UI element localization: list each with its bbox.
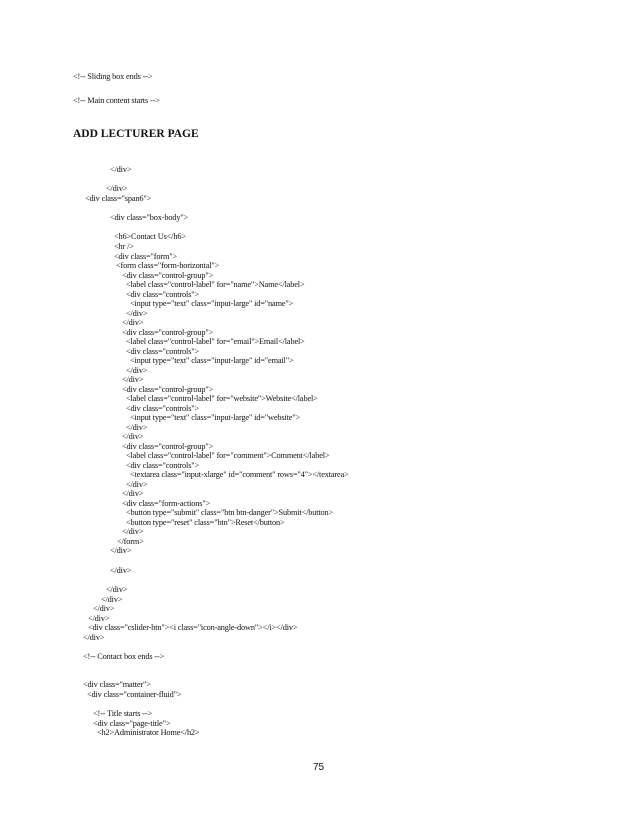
code-line: <div class="container-fluid"> [87,690,182,699]
code-line: <input type="text" class="input-large" id="email"> [130,356,294,365]
code-line: <div class="form"> [114,252,178,261]
code-line: <!-- Contact box ends --> [83,652,165,661]
code-line: <div class="span6"> [85,194,152,203]
code-line: </div> [122,432,144,441]
page-number: 75 [313,762,325,773]
code-line: </div> [122,527,144,536]
code-comment-main-content-starts: <!-- Main content starts --> [73,96,160,105]
code-line: <div class="controls"> [126,404,200,413]
code-line: <h6>Contact Us</h6> [114,232,186,241]
code-line: </div> [88,614,110,623]
code-line: <button type="submit" class="btn btn-danger">Submit</button> [126,508,334,517]
code-line: </div> [110,566,132,575]
code-line: <div class="matter"> [83,680,151,689]
code-line: </div> [122,375,144,384]
code-line: </div> [106,585,128,594]
code-line: </div> [106,184,128,193]
code-line: </div> [126,480,148,489]
code-line: </div> [126,366,148,375]
code-line: <form class="form-horizontal"> [116,261,220,270]
code-line: </div> [110,546,132,555]
code-line: </div> [122,318,144,327]
code-comment-sliding-box-ends: <!-- Sliding box ends --> [73,72,153,81]
code-line: <textarea class="input-xlarge" id="comment" rows="4"></textarea> [130,470,349,479]
code-line: <div class="page-title"> [93,719,171,728]
code-line: <div class="control-group"> [122,442,214,451]
code-line: <div class="control-group"> [122,328,214,337]
code-line: <input type="text" class="input-large" id="name"> [130,299,294,308]
code-line: <div class="control-group"> [122,271,214,280]
code-line: <label class="control-label" for="website">Website</label> [126,394,318,403]
code-line: <div class="cslider-btn"><i class="icon-angle-down"></i></div> [88,623,298,632]
code-line: <hr /> [114,242,134,251]
code-line: </form> [117,537,144,546]
code-line: </div> [110,165,132,174]
code-line: <div class="controls"> [126,461,200,470]
code-line: </div> [83,633,105,642]
code-line: <!-- Title starts --> [93,709,152,718]
code-line: <button type="reset" class="btn">Reset</button> [126,518,285,527]
code-line: <div class="form-actions"> [122,499,211,508]
code-line: <h2>Administrator Home</h2> [97,728,200,737]
code-line: </div> [93,604,115,613]
code-line: </div> [122,489,144,498]
page-heading: ADD LECTURER PAGE [73,128,199,140]
code-line: </div> [126,423,148,432]
code-line: </div> [101,595,123,604]
code-line: <input type="text" class="input-large" id="website"> [130,413,301,422]
code-line: <label class="control-label" for="comment">Comment</label> [126,451,330,460]
code-line: </div> [126,309,148,318]
code-line: <div class="controls"> [126,347,200,356]
code-line: <div class="box-body"> [110,213,189,222]
code-line: <div class="control-group"> [122,385,214,394]
code-line: <label class="control-label" for="email">Email</label> [126,337,305,346]
code-line: <label class="control-label" for="name">Name</label> [126,280,305,289]
code-line: <div class="controls"> [126,290,200,299]
